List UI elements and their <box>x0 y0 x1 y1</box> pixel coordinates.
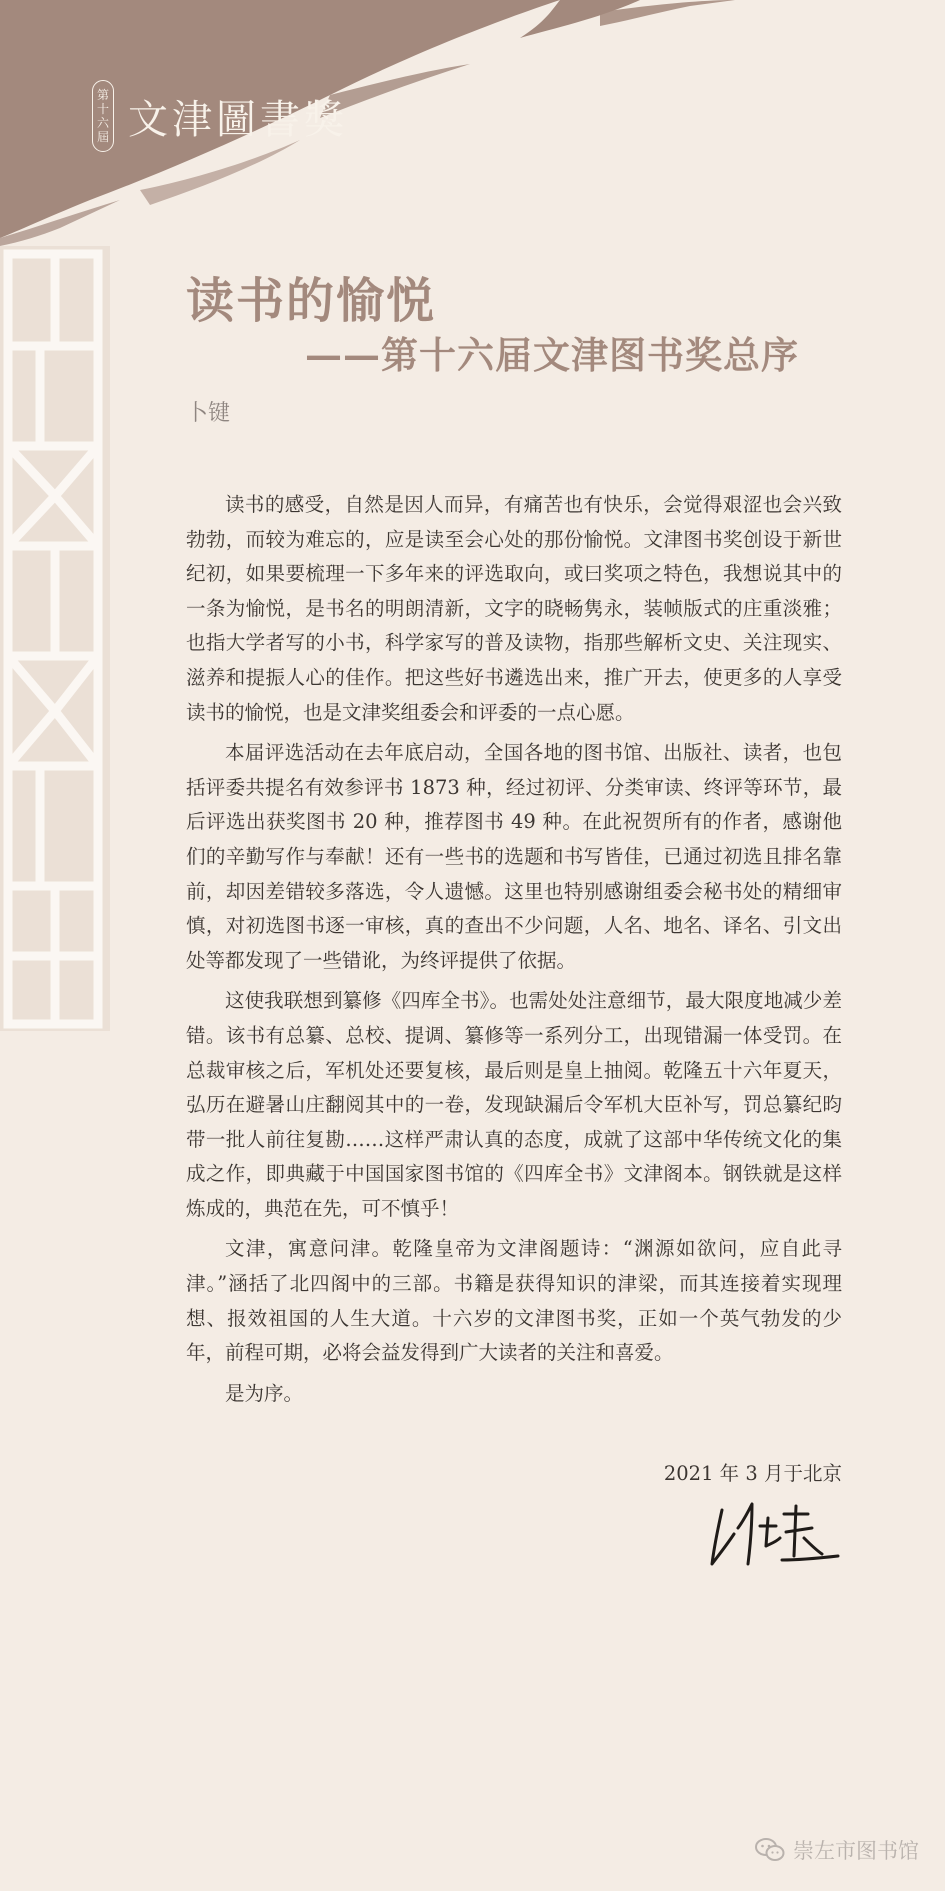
article-body <box>186 488 842 1417</box>
award-name: 文津圖書獎 <box>128 96 348 143</box>
paragraph: 本届评选活动在去年底启动，全国各地的图书馆、出版社、读者，也包括评委共提名有效参评书 1873 种，经过初评、分类审读、终评等环节，最后评选出获奖图书 20 种，推荐图书 49 种。在此祝贺所有的作者，感谢他们的辛勤写作与奉献！还有一些书的选题和书写皆佳，已通过初选且排名靠前，却因差错较多落选，令人遗憾。这里也特别感谢组委会秘书处的精细审慎，对初选图书逐一审核，真的查出不少问题，人名、地名、译名、引文出处等都发现了一些错讹，为终评提供了依据。 <box>186 741 842 972</box>
paragraph: 这使我联想到纂修《四库全书》。也需处处注意细节，最大限度地减少差错。该书有总纂、总校、提调、纂修等一系列分工，出现错漏一体受罚。在总裁审核之后，军机处还要复核，最后则是皇上抽阅。乾隆五十六年夏天，弘历在避暑山庄翻阅其中的一卷，发现缺漏后令军机大臣补写，罚总纂纪昀带一批人前往复勘……这样严肃认真的态度，成就了这部中华传统文化的集成之作，即典藏于中国国家图书馆的《四库全书》文津阁本。钢铁就是这样炼成的，典范在先，可不慎乎！ <box>186 989 842 1220</box>
paragraph: 文津，寓意问津。乾隆皇帝为文津阁题诗：“渊源如欲问，应自此寻津。”涵括了北四阁中的三部。书籍是获得知识的津梁，而其连接着实现理想、报效祖国的人生大道。十六岁的文津图书奖，正如一个英气勃发的少年，前程可期，必将会益发得到广大读者的关注和喜爱。 <box>186 1237 842 1365</box>
award-logo <box>92 80 348 152</box>
article-subtitle: ——第十六届文津图书奖总序 <box>305 333 799 377</box>
paragraph: 是为序。 <box>225 1381 304 1405</box>
author-name: 卜键 <box>186 401 231 426</box>
article-title: 读书的愉悦 <box>186 273 437 329</box>
date-place: 2021 年 3 月于北京 <box>663 1462 842 1485</box>
paragraph: 读书的感受，自然是因人而异，有痛苦也有快乐，会觉得艰涩也会兴致勃勃，而较为难忘的，应是读至会心处的那份愉悦。文津图书奖创设于新世纪初，如果要梳理一下多年来的评选取向，或曰奖项之特色，我想说其中的一条为愉悦，是书名的明朗清新，文字的晓畅隽永，装帧版式的庄重淡雅；也指大学者写的小书，科学家写的普及读物，指那些解析文史、关注现实、滋养和提振人心的佳作。把这些好书遴选出来，推广开去，使更多的人享受读书的愉悦，也是文津奖组委会和评委的一点心愿。 <box>186 493 842 724</box>
window-lattice-decoration <box>0 246 110 1031</box>
award-seal <box>92 80 114 152</box>
author-signature <box>708 1498 843 1573</box>
source-watermark <box>755 1835 919 1865</box>
seal-char: 十 <box>96 102 109 116</box>
seal-char: 第 <box>96 88 109 102</box>
seal-char: 六 <box>96 116 109 130</box>
seal-char: 屆 <box>96 130 109 144</box>
wechat-icon <box>755 1837 785 1863</box>
watermark-text: 崇左市图书馆 <box>793 1839 919 1863</box>
